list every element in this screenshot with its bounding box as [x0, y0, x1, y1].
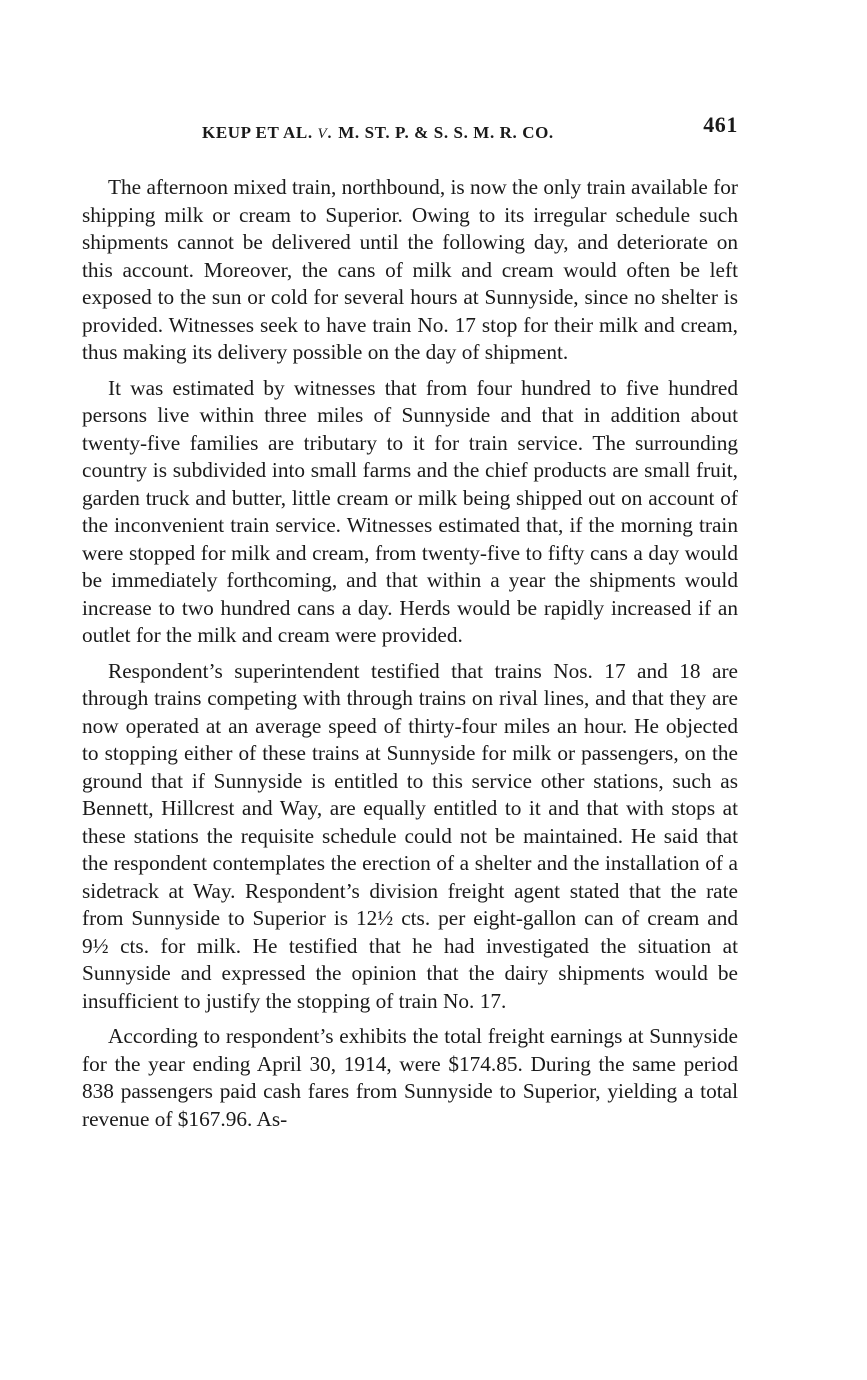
paragraph-2: It was estimated by witnesses that from four hundred to five hundred persons live within three miles of Sunnyside and that in addition about twenty-five families are tributary to it for train service. The surrounding country is subdivided into small farms and the chief products are small fruit, garden truck and butter, little cream or milk being shipped out on account of the inconvenient train service. Witnesses estimated that, if the morning train were stopped for milk and cream, from twenty-five to fifty cans a day would be immediately forthcoming, and that within a year the shipments would increase to two hundred cans a day. Herds would be rapidly increased if an outlet for the milk and cream were provided.	[82, 375, 738, 647]
running-head	[82, 112, 738, 146]
running-title-prefix: KEUP ET AL.	[202, 123, 318, 142]
document-page	[82, 112, 738, 1133]
body-text	[82, 174, 738, 1133]
paragraph-3: Respondent’s superintendent testified that trains Nos. 17 and 18 are through trains competing with through trains on rival lines, and that they are now operated at an average speed of thirty-four miles an hour. He objected to stopping either of these trains at Sunnyside for milk or passengers, on the ground that if Sunnyside is entitled to this service other stations, such as Bennett, Hillcrest and Way, are equally entitled to it and that with stops at these stations the requisite schedule could not be maintained. He said that the respondent contemplates the erection of a shelter and the installation of a sidetrack at Way. Respondent’s division freight agent stated that the rate from Sunnyside to Superior is 12½ cts. per eight-gallon can of cream and 9½ cts. for milk. He testified that he had investigated the situation at Sunnyside and expressed the opinion that the dairy shipments would be insufficient to justify the stopping of train No. 17.	[82, 658, 738, 1013]
running-title-suffix: M. ST. P. & S. S. M. R. CO.	[333, 123, 554, 142]
paragraph-1: The afternoon mixed train, northbound, is now the only train available for shipping milk or cream to Superior. Owing to its irregular schedule such shipments cannot be delivered until the following day, and deteriorate on this account. Moreover, the cans of milk and cream would often be left exposed to the sun or cold for several hours at Sunnyside, since no shelter is provided. Witnesses seek to have train No. 17 stop for their milk and cream, thus making its delivery possible on the day of shipment.	[82, 175, 738, 364]
running-title	[202, 118, 554, 144]
page-number: 461	[703, 112, 738, 137]
running-title-versus: v.	[317, 118, 334, 143]
paragraph-4: According to respondent’s exhibits the total freight earnings at Sunnyside for the year ending April 30, 1914, were $174.85. During the same period 838 passengers paid cash fares from Sunnyside to Superior, yielding a total revenue of $167.96. As-	[82, 1024, 738, 1131]
